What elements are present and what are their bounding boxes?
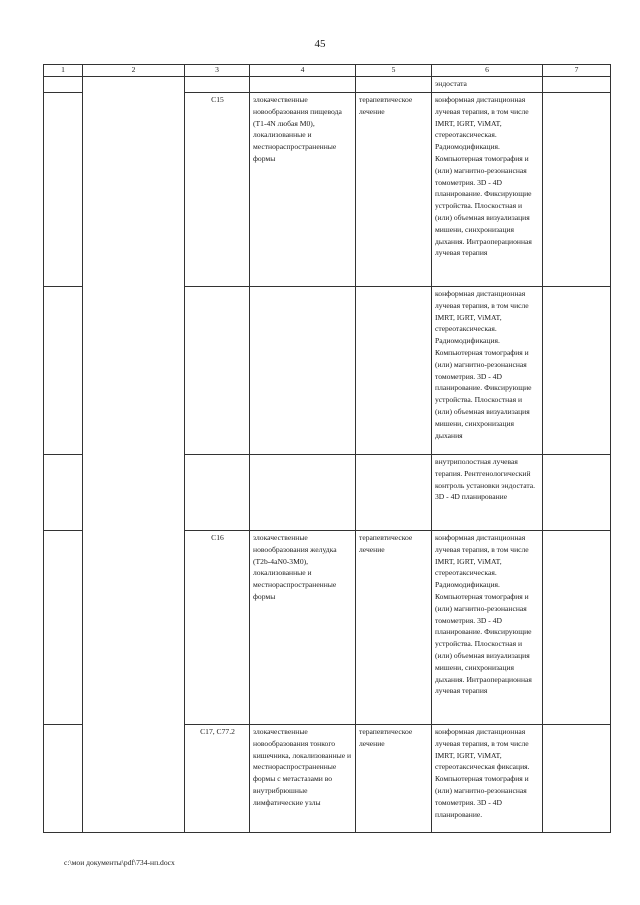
cell-method: внутриполостная лучевая терапия. Рентгенологический контроль установки эндостата. 3D - 4D планирование	[432, 455, 543, 531]
header-cell: 5	[356, 65, 432, 77]
header-cell: 6	[432, 65, 543, 77]
cell-treatment: терапевтическое лечение	[356, 93, 432, 287]
cell-code: C16	[185, 531, 250, 725]
cell-method: конформная дистанционная лучевая терапия, в том числе IMRT, IGRT, ViMAT, стереотаксическая. Радиомодификация. Компьютерная томография и (или) магнитно-резонансная томометрия. 3D - 4D планирование. Фиксирующие устройства. Плоскостная и (или) объемная визуализация мишени, синхронизация дыхания. Интраоперационная лучевая терапия	[432, 93, 543, 287]
services-table	[43, 64, 611, 833]
cell-number	[44, 455, 83, 531]
header-cell: 1	[44, 65, 83, 77]
cell-diagnosis: злокачественные новообразования тонкого кишечника, локализованные и местнораспространенные формы с метастазами во внутрибрюшные лимфатические узлы	[250, 725, 356, 833]
cell-number	[44, 287, 83, 455]
cell-norm	[543, 287, 611, 455]
page-number: 45	[314, 38, 326, 50]
file-path-footer: c:\мои документы\pdf\734-нп.docx	[64, 858, 175, 867]
table-header-row	[44, 65, 611, 77]
cell-code: C17, C77.2	[185, 725, 250, 833]
cell-diagnosis	[250, 77, 356, 93]
header-cell: 3	[185, 65, 250, 77]
table-row	[44, 77, 611, 93]
cell-norm	[543, 531, 611, 725]
cell-treatment: терапевтическое лечение	[356, 531, 432, 725]
cell-norm	[543, 725, 611, 833]
cell-number	[44, 93, 83, 287]
cell-norm	[543, 77, 611, 93]
cell-code	[185, 287, 250, 455]
cell-number	[44, 531, 83, 725]
cell-treatment	[356, 287, 432, 455]
cell-number	[44, 77, 83, 93]
cell-treatment	[356, 455, 432, 531]
cell-diagnosis: злокачественные новообразования желудка (T2b-4aN0-3M0), локализованные и местнораспространенные формы	[250, 531, 356, 725]
cell-code: C15	[185, 93, 250, 287]
cell-treatment: терапевтическое лечение	[356, 725, 432, 833]
cell-code	[185, 77, 250, 93]
cell-diagnosis: злокачественные новообразования пищевода (T1-4N любая M0), локализованные и местнораспространенные формы	[250, 93, 356, 287]
header-cell: 2	[83, 65, 185, 77]
cell-method: эндостата	[432, 77, 543, 93]
cell-number	[44, 725, 83, 833]
cell-diagnosis	[250, 287, 356, 455]
cell-code	[185, 455, 250, 531]
header-cell: 7	[543, 65, 611, 77]
cell-method: конформная дистанционная лучевая терапия, в том числе IMRT, IGRT, ViMAT, стереотаксическая. Радиомодификация. Компьютерная томография и (или) магнитно-резонансная томометрия. 3D - 4D планирование. Фиксирующие устройства. Плоскостная и (или) объемная визуализация мишени, синхронизация дыхания	[432, 287, 543, 455]
cell-method: конформная дистанционная лучевая терапия, в том числе IMRT, IGRT, ViMAT, стереотаксическая фиксация. Компьютерная томография и (или) магнитно-резонансная томометрия. 3D - 4D планирование.	[432, 725, 543, 833]
cell-treatment	[356, 77, 432, 93]
header-cell: 4	[250, 65, 356, 77]
cell-diagnosis	[250, 455, 356, 531]
cell-norm	[543, 455, 611, 531]
cell-norm	[543, 93, 611, 287]
cell-profile	[83, 77, 185, 833]
cell-method: конформная дистанционная лучевая терапия, в том числе IMRT, IGRT, ViMAT, стереотаксическая. Радиомодификация. Компьютерная томография и (или) магнитно-резонансная томометрия. 3D - 4D планирование. Фиксирующие устройства. Плоскостная и (или) объемная визуализация мишени, синхронизация дыхания. Интраоперационная лучевая терапия	[432, 531, 543, 725]
